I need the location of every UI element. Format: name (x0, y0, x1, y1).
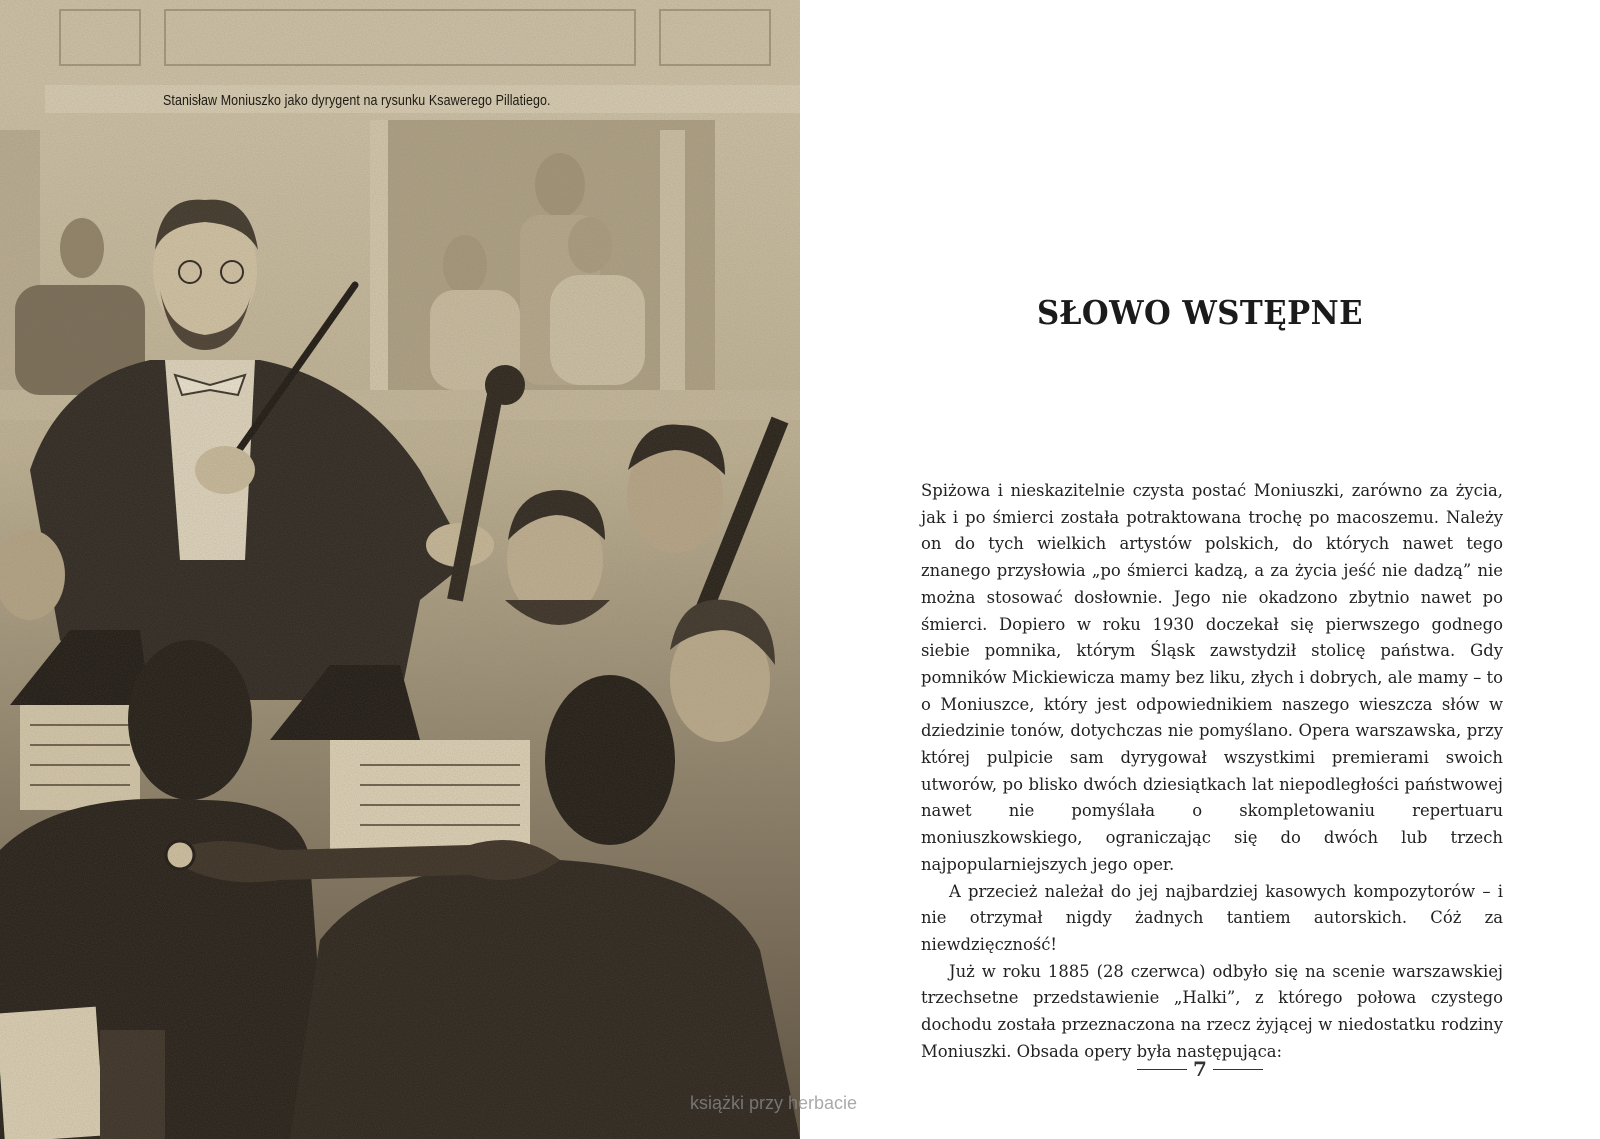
footer-rule-right (1213, 1069, 1263, 1070)
page-number: 7 (1193, 1057, 1207, 1081)
paragraph: A przecież należał do jej najbardziej kasowych kompozytorów – i nie otrzymał nigdy żadnych tantiem autorskich. Cóż za niewdzięczność! (921, 881, 1503, 954)
paragraph: Już w roku 1885 (28 czerwca) odbyło się na scenie warszawskiej trzechsetne przedstawienie „Halki”, z którego połowa czystego dochodu została przeznaczona na rzecz żyjącej w niedostatku rodziny Moniuszki. Obsada opery była następująca: (921, 961, 1503, 1061)
page-footer (800, 1057, 1600, 1081)
watermark: książki przy herbacie (690, 1093, 858, 1113)
body-text (921, 478, 1503, 1065)
footer-rule-left (1137, 1069, 1187, 1070)
paragraph: Spiżowa i nieskazitelnie czysta postać Moniuszki, zarówno za życia, jak i po śmierci została potraktowana trochę po macoszemu. Należy on do tych wielkich artystów polskich, do których nawet tego znanego przysłowia „po śmierci kadzą, a za życia jeść nie dadzą” nie można stosować dosłownie. Jego nie okadzono zbytnio nawet po śmierci. Dopiero w roku 1930 doczekał się pierwszego godnego siebie pomnika, którym Śląsk zawstydził stolicę państwa. Gdy pomników Mickiewicza mamy bez liku, złych i dobrych, ale mamy – to o Moniuszce, który jest odpowiednikiem naszego wieszcza słów w dziedzinie tonów, dotychczas nie pomyślano. Opera warszawska, przy której pulpicie sam dyrygował wszystkimi premierami swoich utworów, po blisko dwóch dziesiątkach lat niepodległości państwowej nawet nie pomyślała o skompletowaniu repertuaru moniuszkowskiego, ograniczając się do dwóch lub trzech najpopularniejszych jego oper. (921, 481, 1503, 874)
illustration-caption: Stanisław Moniuszko jako dyrygent na rysunku Ksawerego Pillatiego. (163, 93, 551, 109)
right-page (800, 0, 1600, 1139)
chapter-title: SŁOWO WSTĘPNE (1036, 293, 1363, 332)
